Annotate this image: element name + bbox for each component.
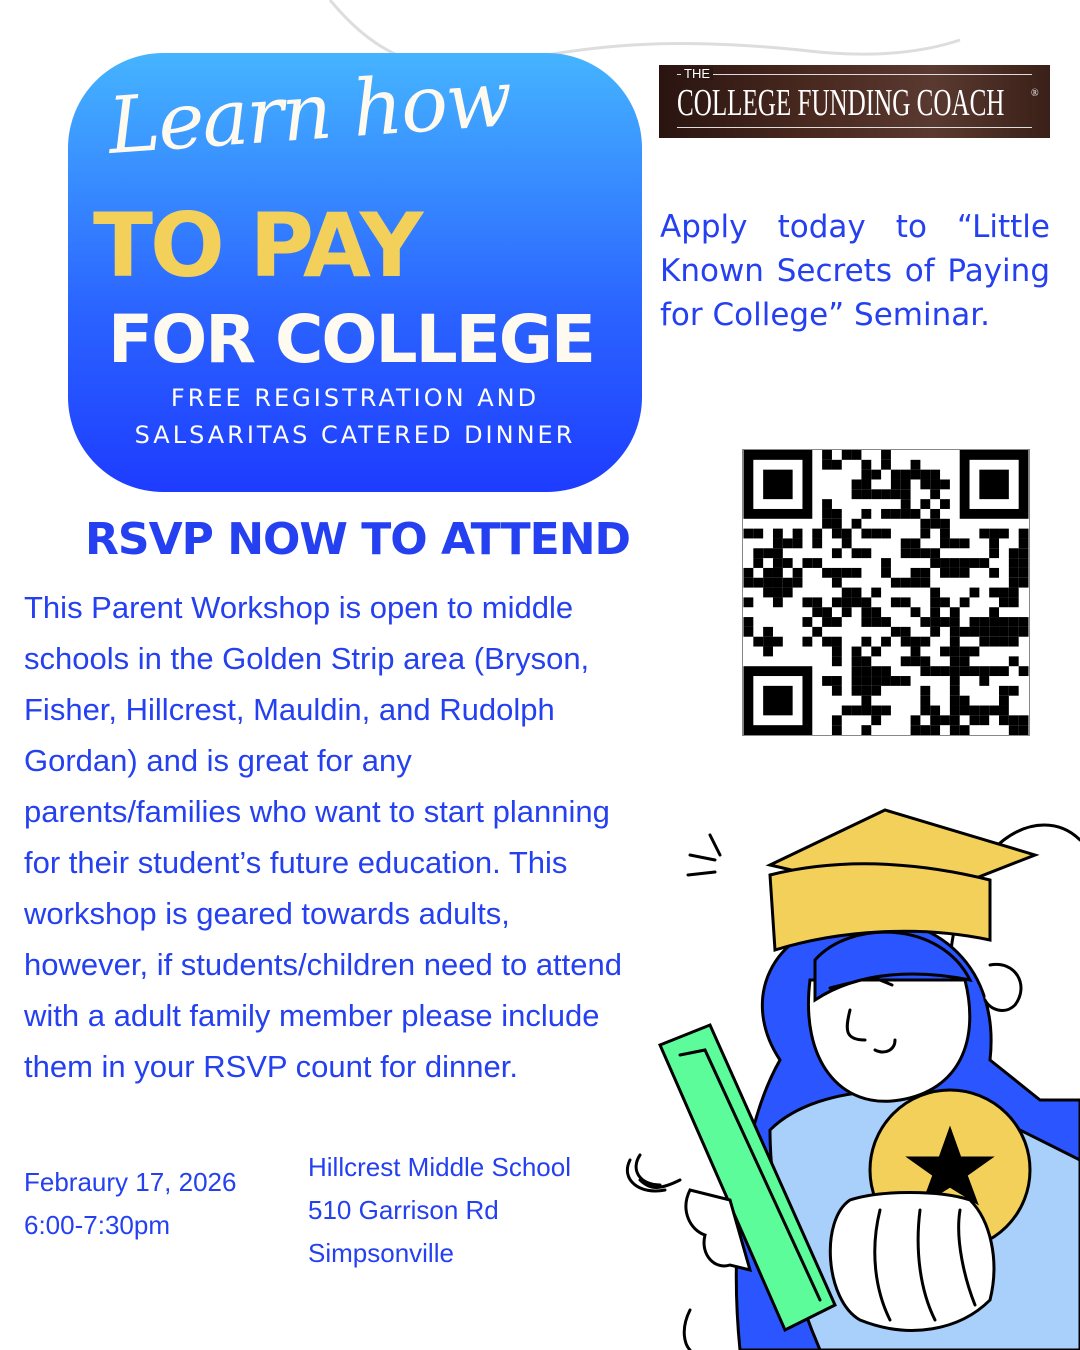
college-funding-coach-logo [659, 65, 1050, 138]
description-line: schools in the Golden Strip area (Bryson, [24, 641, 590, 676]
description-line: for their student’s future education. This [24, 845, 568, 880]
description-line: however, if students/children need to attend [24, 947, 623, 982]
event-location [308, 1146, 571, 1275]
description-line: This Parent Workshop is open to middle [24, 590, 574, 625]
logo-name: COLLEGE FUNDING COACH [677, 82, 1005, 124]
graduate-illustration [620, 800, 1080, 1350]
apply-text: Apply today to “Little Known Secrets of Paying for College” Seminar. [660, 209, 1050, 333]
location-city: Simpsonville [308, 1238, 454, 1268]
logo-the: THE [681, 67, 713, 80]
description-line: Fisher, Hillcrest, Mauldin, and Rudolph [24, 692, 555, 727]
event-datetime [24, 1161, 236, 1247]
hero-subtitle-line1: FREE REGISTRATION AND [170, 384, 540, 412]
description-line: Gordan) and is great for any [24, 743, 412, 778]
rsvp-heading: RSVP NOW TO ATTEND [85, 514, 631, 565]
location-street: 510 Garrison Rd [308, 1195, 499, 1225]
logo-registered: ® [1031, 88, 1039, 99]
description-line: with a adult family member please include [24, 998, 600, 1033]
description-line: them in your RSVP count for dinner. [24, 1049, 518, 1084]
description-line: workshop is geared towards adults, [24, 896, 510, 931]
hero-title-line1: TO PAY [93, 194, 421, 297]
hero-script-title: Learn how [105, 54, 514, 172]
location-name: Hillcrest Middle School [308, 1152, 571, 1182]
hero-title-line2: FOR COLLEGE [108, 301, 594, 378]
event-date: Febraury 17, 2026 [24, 1167, 237, 1197]
qr-code[interactable] [742, 449, 1030, 736]
description-line: parents/families who want to start planning [24, 794, 610, 829]
event-time: 6:00-7:30pm [24, 1210, 170, 1240]
hero-subtitle-line2: SALSARITAS CATERED DINNER [134, 421, 576, 449]
description [24, 582, 622, 1092]
